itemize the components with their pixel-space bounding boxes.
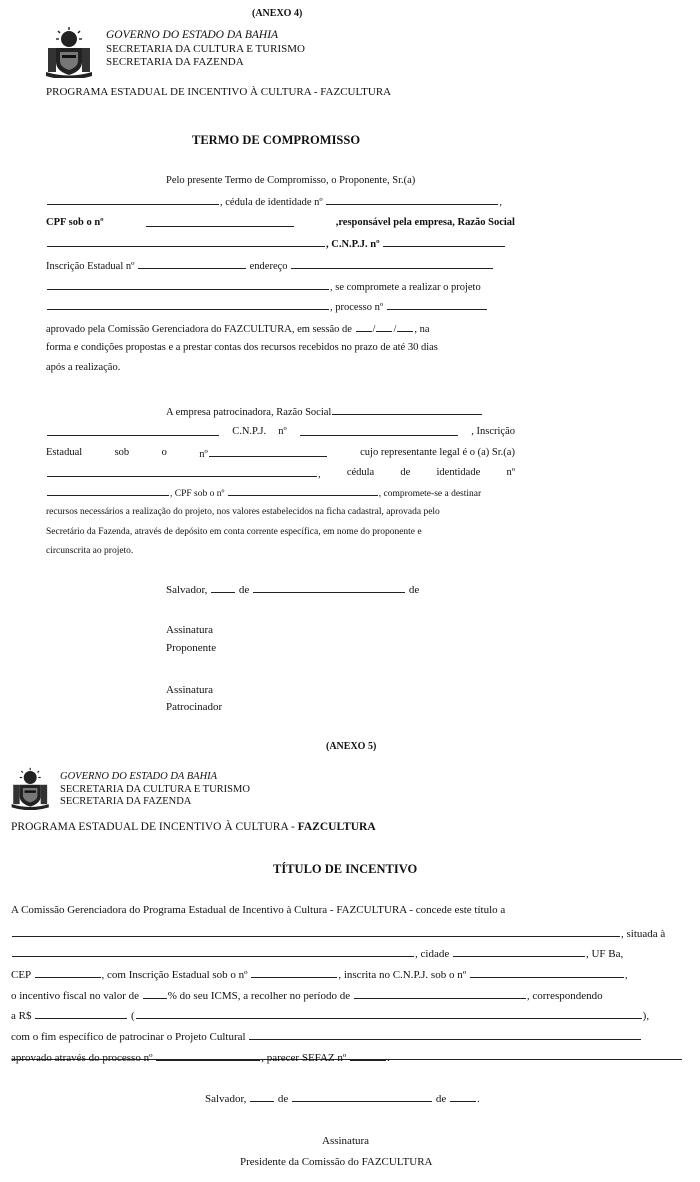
icms-percentage-field[interactable] — [143, 988, 167, 999]
secretariat-culture: SECRETARIA DA CULTURA E TURISMO — [60, 784, 250, 795]
sefaz-opinion-field[interactable] — [350, 1050, 386, 1061]
annex5-label: (ANEXO 5) — [326, 741, 377, 752]
session-day-field[interactable] — [356, 321, 372, 332]
p1-line-8: aprovado pela Comissão Gerenciadora do FAZCULTURA, em sessão de / / , na — [46, 321, 515, 337]
date-day-field[interactable] — [211, 582, 235, 593]
p2-line-2: C.N.P.J. nº , Inscrição — [46, 425, 515, 439]
secretariat-culture: SECRETARIA DA CULTURA E TURISMO — [106, 43, 305, 55]
identity-number-field[interactable] — [326, 194, 498, 205]
program-name: PROGRAMA ESTADUAL DE INCENTIVO À CULTURA - FAZCULTURA — [11, 821, 376, 833]
company-cnpj-field[interactable] — [383, 236, 505, 247]
document-title: TÍTULO DE INCENTIVO — [273, 862, 418, 876]
a5-date-line: Salvador, de de . — [205, 1093, 480, 1105]
company-name-field[interactable] — [47, 236, 325, 247]
a5-date-year-field[interactable] — [450, 1091, 476, 1102]
amount-in-words-field[interactable] — [136, 1008, 642, 1019]
annex4-label: (ANEXO 4) — [252, 8, 303, 19]
process-number-field[interactable] — [387, 299, 487, 310]
sponsor-state-registration-field[interactable] — [209, 446, 327, 457]
cnpj-field[interactable] — [470, 967, 624, 978]
document-title: TERMO DE COMPROMISSO — [192, 133, 361, 147]
sponsor-cnpj-field[interactable] — [300, 425, 458, 436]
legal-representative-name-field[interactable] — [47, 466, 317, 477]
p1-line-10: após a realização. — [46, 362, 121, 373]
p1-line-6: , se compromete a realizar o projeto — [46, 279, 515, 295]
a5-signature-role: Presidente da Comissão do FAZCULTURA — [240, 1156, 433, 1168]
government-name: GOVERNO DO ESTADO DA BAHIA — [106, 29, 279, 41]
sponsor-name-continuation-field[interactable] — [47, 425, 219, 436]
proponent-cpf-field[interactable] — [146, 216, 294, 227]
a5-line-1: A Comissão Gerenciadora do Programa Estadual de Incentivo à Cultura - FAZCULTURA - concede este título a — [11, 904, 506, 916]
amount-field[interactable] — [35, 1008, 127, 1019]
session-year-field[interactable] — [397, 321, 413, 332]
p1-line-3: CPF sob o nº ,responsável pela empresa, Razão Social — [46, 217, 515, 228]
cep-field[interactable] — [35, 967, 101, 978]
p2-line-8: circunscrita ao projeto. — [46, 546, 134, 556]
p1-line-5: Inscrição Estadual nº endereço — [46, 258, 515, 274]
p1-line-2: , cédula de identidade nº , — [46, 194, 515, 210]
date-month-field[interactable] — [253, 582, 405, 593]
a5-line-3: , cidade , UF Ba, — [11, 946, 687, 961]
date-line: Salvador, de de — [166, 584, 420, 596]
proponent-name-field[interactable] — [47, 194, 219, 205]
beneficiary-address-field[interactable] — [12, 946, 414, 957]
p2-line-6: recursos necessários a realização do projeto, nos valores estabelecidos na ficha cadastral, aprovada pelo — [46, 507, 440, 517]
p1-line-7: , processo nº — [46, 299, 515, 315]
p2-line-7: Secretário da Fazenda, através de depósito em conta corrente específica, em nome do proponente e — [46, 527, 422, 537]
project-name-field[interactable] — [47, 299, 329, 310]
signature-2-role: Patrocinador — [166, 701, 223, 713]
approval-process-field[interactable] — [156, 1050, 260, 1061]
session-month-field[interactable] — [376, 321, 392, 332]
bahia-coat-of-arms-icon — [10, 766, 52, 810]
p2-line-4: , cédula de identidade nº — [46, 466, 515, 482]
a5-line-5: o incentivo fiscal no valor de % do seu ICMS, a recolher no período de , correspondendo — [11, 990, 603, 1002]
address-field[interactable] — [291, 258, 493, 269]
signature-1-role: Proponente — [166, 642, 217, 654]
signature-1-label: Assinatura — [166, 624, 214, 636]
p1-line-4: , C.N.P.J. nº — [46, 236, 515, 252]
p2-line-5: , CPF sob o nº , compromete-se a destinar — [46, 485, 515, 501]
sponsor-company-name-field[interactable] — [332, 404, 482, 415]
a5-date-day-field[interactable] — [250, 1091, 274, 1102]
address-continuation-field[interactable] — [47, 279, 329, 290]
p1-line-9: forma e condições propostas e a prestar contas dos recursos recebidos no prazo de até 30 dias — [46, 342, 438, 353]
secretariat-finance: SECRETARIA DA FAZENDA — [60, 796, 192, 807]
city-field[interactable] — [453, 946, 585, 957]
a5-line-7: com o fim específico de patrocinar o Projeto Cultural — [11, 1029, 687, 1044]
representative-identity-field[interactable] — [47, 485, 169, 496]
a5-line-2: , situada à — [11, 926, 687, 941]
bahia-coat-of-arms-icon — [44, 26, 96, 78]
state-registration-field[interactable] — [251, 967, 337, 978]
a5-signature-label: Assinatura — [322, 1135, 370, 1147]
government-name: GOVERNO DO ESTADO DA BAHIA — [60, 771, 218, 782]
p2-line-3: Estadual sob o nº cujo representante legal é o (a) Sr.(a) — [46, 447, 515, 460]
signature-2-label: Assinatura — [166, 684, 214, 696]
secretariat-finance: SECRETARIA DA FAZENDA — [106, 56, 244, 68]
representative-cpf-field[interactable] — [228, 485, 378, 496]
a5-date-month-field[interactable] — [292, 1091, 432, 1102]
program-name: PROGRAMA ESTADUAL DE INCENTIVO À CULTURA - FAZCULTURA — [46, 86, 392, 98]
p1-line-1: Pelo presente Termo de Compromisso, o Proponente, Sr.(a) — [166, 175, 416, 186]
a5-line-9: aprovado através do processo nº , parecer SEFAZ nº . — [11, 1052, 390, 1064]
cultural-project-field[interactable] — [249, 1029, 641, 1040]
p2-line-1: A empresa patrocinadora, Razão Social — [166, 404, 515, 420]
collection-period-field[interactable] — [354, 988, 526, 999]
a5-line-4: CEP , com Inscrição Estadual sob o nº , inscrita no C.N.P.J. sob o nº , — [11, 969, 628, 981]
beneficiary-name-field[interactable] — [12, 926, 620, 937]
state-registration-field[interactable] — [138, 258, 246, 269]
a5-line-6: a R$ ( ), — [11, 1010, 650, 1022]
